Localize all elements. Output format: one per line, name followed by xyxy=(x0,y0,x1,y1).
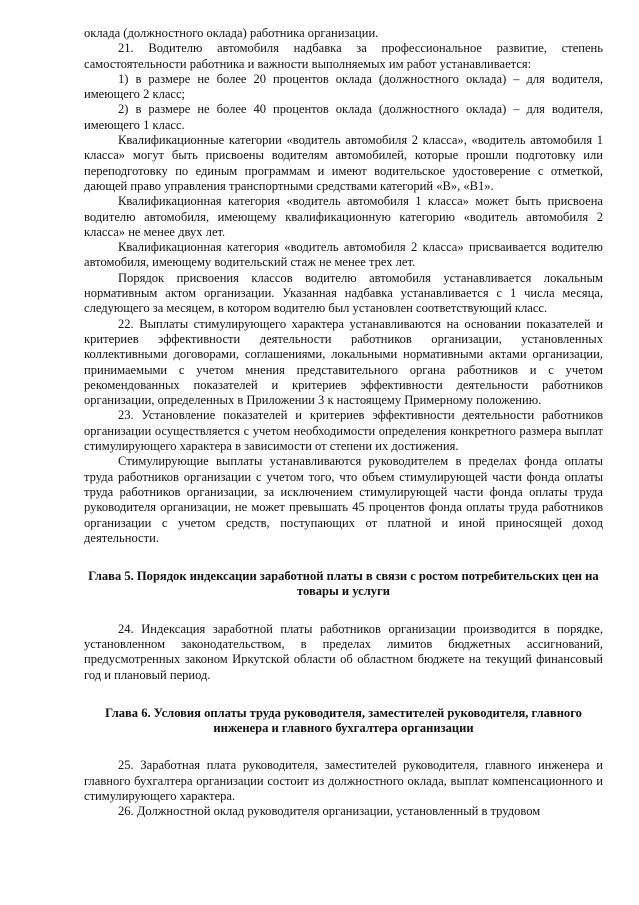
paragraph-22: 22. Выплаты стимулирующего характера устанавливаются на основании показателей и критериев эффективности деятельности работников организации, установленных коллективными договорами, соглашениями, локальными нормативными актами организации, принимаемыми с учетом мнения представительного органа работников и с учетом рекомендованных показателей и критериев эффективности деятельности работников организации, определенных в Приложении 3 к настоящему Примерному положению. xyxy=(84,316,603,408)
paragraph-21-item-2: 2) в размере не более 40 процентов оклада (должностного оклада) – для водителя, имеющего 1 класс. xyxy=(84,102,603,132)
paragraph-incentive-payments: Стимулирующие выплаты устанавливаются руководителем в пределах фонда оплаты труда работников организации с учетом того, что объем стимулирующей части фонда оплаты труда работников организации, за исключением стимулирующей части фонда оплаты труда руководителя организации, не может превышать 45 процентов фонда оплаты труда работников организации с учетом средств, поступающих от платной и иной приносящей доход деятельности. xyxy=(84,454,603,545)
spacer xyxy=(84,683,603,706)
paragraph-category-2-class: Квалификационная категория «водитель автомобиля 2 класса» присваивается водителю автомобиля, имеющему водительский стаж не менее трех лет. xyxy=(84,240,603,270)
paragraph-21-item-1: 1) в размере не более 20 процентов оклада (должностного оклада) – для водителя, имеющего 2 класс; xyxy=(84,71,603,102)
paragraph-21: 21. Водителю автомобиля надбавка за профессиональное развитие, степень самостоятельности работника и важности выполняемых им работ устанавливается: xyxy=(84,41,603,71)
paragraph-category-1-class: Квалификационная категория «водитель автомобиля 1 класса» может быть присвоена водителю автомобиля, имеющему квалификационную категорию «водитель автомобиля 2 класса» не менее двух лет. xyxy=(84,194,603,239)
paragraph-class-assignment-procedure: Порядок присвоения классов водителю автомобиля устанавливается локальным нормативным актом организации. Указанная надбавка устанавливается с 1 числа месяца, следующего за месяцем, в котором водителю был установлен соответствующий класс. xyxy=(84,270,603,316)
chapter-6-heading: Глава 6. Условия оплаты труда руководителя, заместителей руководителя, главного инженера и главного бухгалтера организации xyxy=(105,705,582,736)
spacer xyxy=(84,600,603,622)
paragraph-25: 25. Заработная плата руководителя, заместителей руководителя, главного инженера и главного бухгалтера организации состоит из должностного оклада, выплат компенсационного и стимулирующего характера. xyxy=(84,758,603,804)
paragraph-26: 26. Должностной оклад руководителя организации, установленный в трудовом xyxy=(118,804,541,819)
chapter-5-heading: Глава 5. Порядок индексации заработной платы в связи с ростом потребительских цен на товары и услуги xyxy=(88,569,599,599)
spacer xyxy=(84,546,603,569)
paragraph-23: 23. Установление показателей и критериев эффективности деятельности работников организации осуществляется с учетом необходимости определения конкретного размера выплат стимулирующего характера в зависимости от степени их достижения. xyxy=(84,408,603,454)
paragraph-24: 24. Индексация заработной платы работников организации производится в порядке, установленном законодательством, в пределах лимитов бюджетных ассигнований, предусмотренных законом Иркутской области об областном бюджете на текущий финансовый год и плановый период. xyxy=(84,621,603,682)
paragraph-continuation: оклада (должностного оклада) работника организации. xyxy=(84,26,379,40)
spacer xyxy=(84,736,603,758)
paragraph-qualification-categories: Квалификационные категории «водитель автомобиля 2 класса», «водитель автомобиля 1 класса» могут быть присвоены водителям автомобилей, которые прошли подготовку или переподготовку по единым программам и имеют водительское удостоверение с отметкой, дающей право управления транспортными средствами категорий «B», «B1». xyxy=(84,133,603,193)
